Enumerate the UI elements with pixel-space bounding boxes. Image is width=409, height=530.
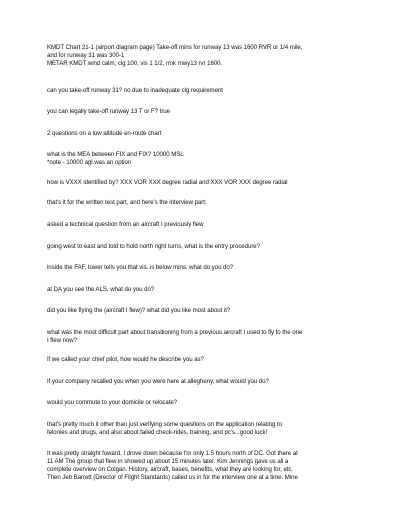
text-line: that's it for the written test part, and here's the interview part: <box>47 199 207 206</box>
paragraph-application-note <box>47 421 282 437</box>
text-line: METAR KMDT wind calm, clg 100, vis 1 1/2, rmk rnwy13 rvr 1600. <box>47 60 223 67</box>
paragraph-commute-question <box>47 399 177 407</box>
paragraph-question-runway-13 <box>47 108 170 116</box>
paragraph-chief-pilot-question <box>47 356 204 364</box>
paragraph-faf-question <box>47 264 233 272</box>
text-line: what was the most difficult part about transitioning from a previous aircraft I used to fly to the one <box>47 329 303 336</box>
paragraph-enroute-chart <box>47 130 161 138</box>
text-line: would you commute to your domicile or relocate? <box>47 399 178 406</box>
text-line: at DA you see the ALS, what do you do? <box>47 286 155 293</box>
text-line: 2 questions on a low altitude en-route chart <box>47 130 162 137</box>
text-line: Then Jeb Barrett (Director of Flight Standards) called us in for the interview one at a time. Mine <box>47 474 298 481</box>
text-line: did you like flying the (aircraft I flew)? what did you like most about it? <box>47 307 231 314</box>
text-line: *note - 10000 agl was an option <box>47 159 132 166</box>
text-line: If your company recalled you when you were here at allegheny, what would you do? <box>47 378 269 385</box>
text-line: what is the MEA between FIX and FIX? 10000 MSL <box>47 151 184 158</box>
paragraph-interview-story <box>47 450 298 482</box>
text-line: you can legally take-off runway 13 T or F? true <box>47 108 170 115</box>
text-line: can you take-off runway 31? no due to inadequate clg requirement <box>47 87 223 94</box>
paragraph-transition-question <box>47 329 302 345</box>
text-line: If we called your chief pilot, how would he describe you as? <box>47 356 204 363</box>
paragraph-da-question <box>47 286 154 294</box>
text-line: how is VXXX identified by? XXX VOR XXX degree radial and XXX VOR XXX degree radial <box>47 179 288 186</box>
text-line: I flew now? <box>47 337 77 344</box>
text-line: 11 AM The group that flew in showed up about 15 minutes later. Kim Jennings gave us all a <box>47 458 289 465</box>
paragraph-technical-question <box>47 221 203 229</box>
paragraph-interview-intro <box>47 199 207 207</box>
text-line: that's pretty much it other than just verifying some questions on the application relating to <box>47 421 282 428</box>
paragraph-vxxx-question <box>47 179 287 187</box>
paragraph-kmdt-chart <box>47 44 302 68</box>
text-line: complete overview on Colgan. History, aircraft, bases, benefits, what they are looking for, etc. <box>47 466 294 473</box>
text-line: felonies and drugs, and also about failed check-rides, training, and pc's...good luck! <box>47 429 268 436</box>
text-line: inside the FAF, tower tells you that vis. is below mins. what do you do? <box>47 264 234 271</box>
paragraph-holding-question <box>47 243 260 251</box>
paragraph-aircraft-liked-question <box>47 307 230 315</box>
paragraph-recall-question <box>47 378 269 386</box>
text-line: and for runway 31 was 300-1 <box>47 52 125 59</box>
text-line: asked a technical question from an aircraft I previously flew <box>47 221 204 228</box>
text-line: going west to east and told to hold north right turns, what is the entry procedure? <box>47 243 260 250</box>
text-line: KMDT Chart 21-1 (airport diagram page) Take-off mins for runway 13 was 1600 RVR or 1/4 mile, <box>47 44 303 51</box>
paragraph-mea-question <box>47 151 184 167</box>
paragraph-question-runway-31 <box>47 87 223 95</box>
text-line: It was pretty straight foward. I drove down because I'm only 1.5 hours north of DC. Got there at <box>47 450 298 457</box>
